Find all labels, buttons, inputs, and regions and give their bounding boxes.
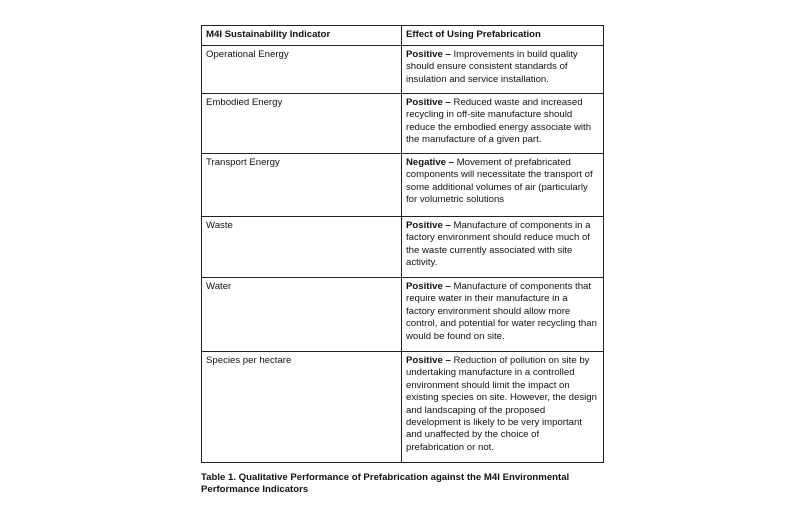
table-row: [202, 154, 604, 217]
table-caption: Table 1. Qualitative Performance of Prefabrication against the M4I Environmental Performance Indicators: [201, 472, 570, 495]
document-page: [201, 25, 613, 496]
table-row: [202, 352, 604, 463]
indicators-table: [201, 25, 604, 463]
effect-text: Manufacture of components in a factory environment should reduce much of the waste currently associated with site activity.: [406, 220, 591, 269]
effect-cell: [402, 154, 604, 217]
indicator-cell: Water: [202, 278, 402, 352]
table-row: [202, 94, 604, 154]
effect-cell: [402, 46, 604, 94]
effect-label: Positive –: [406, 220, 451, 231]
effect-text: Improvements in build quality should ensure consistent standards of insulation and service installation.: [406, 49, 578, 85]
effect-text: Manufacture of components that require water in their manufacture in a factory environment should allow more control, and potential for water recycling than would be found on site.: [406, 281, 597, 342]
indicator-cell: Operational Energy: [202, 46, 402, 94]
effect-label: Positive –: [406, 355, 451, 366]
effect-label: Positive –: [406, 97, 451, 108]
effect-cell: [402, 94, 604, 154]
column-header-effect: Effect of Using Prefabrication: [402, 26, 604, 46]
effect-text: Reduction of pollution on site by undertaking manufacture in a controlled environment should limit the impact on existing species on site. However, the design and landscaping of the proposed development is likely to be very important and unaffected by the choice of prefabrication or not.: [406, 355, 597, 453]
indicator-cell: Embodied Energy: [202, 94, 402, 154]
effect-label: Positive –: [406, 49, 451, 60]
table-row: [202, 217, 604, 278]
effect-cell: [402, 217, 604, 278]
table-header-row: [202, 26, 604, 46]
effect-label: Negative –: [406, 157, 454, 168]
effect-cell: [402, 352, 604, 463]
indicator-cell: Species per hectare: [202, 352, 402, 463]
effect-cell: [402, 278, 604, 352]
indicator-cell: Waste: [202, 217, 402, 278]
table-row: [202, 46, 604, 94]
effect-text: Movement of prefabricated components will necessitate the transport of some additional volumes of air (particularly for volumetric solutions: [406, 157, 593, 206]
indicator-cell: Transport Energy: [202, 154, 402, 217]
column-header-indicator: M4I Sustainability Indicator: [202, 26, 402, 46]
effect-label: Positive –: [406, 281, 451, 292]
effect-text: Reduced waste and increased recycling in off-site manufacture should reduce the embodied energy associate with the manufacture of a given part.: [406, 97, 592, 146]
table-row: [202, 278, 604, 352]
